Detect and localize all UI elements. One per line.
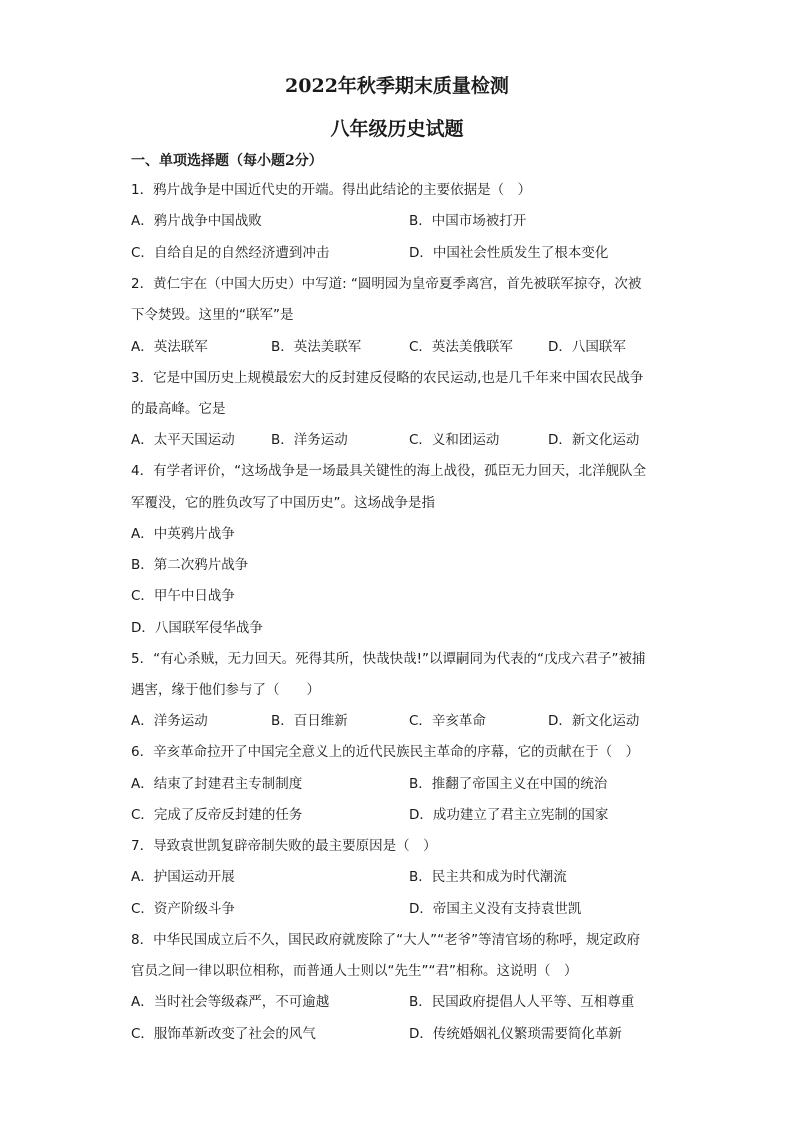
- question-2-option-d: D．八国联军: [548, 339, 626, 355]
- question-7-option-a: A．护国运动开展: [131, 869, 235, 885]
- question-3-option-d: D．新文化运动: [548, 432, 640, 448]
- exam-title: 2022年秋季期末质量检测: [285, 75, 509, 97]
- question-1-option-c: C．自给自足的自然经济遭到冲击: [131, 245, 330, 261]
- question-2-option-b: B．英法美联军: [271, 339, 362, 355]
- question-7-option-c: C．资产阶级斗争: [131, 901, 235, 917]
- question-3-option-a: A．太平天国运动: [131, 432, 235, 448]
- question-8-option-c: C．服饰革新改变了社会的风气: [131, 1026, 316, 1042]
- question-3-stem-line-1: 3．它是中国历史上规模最宏大的反封建反侵略的农民运动,也是几千年来中国农民战争: [131, 370, 644, 386]
- question-3-stem-line-2: 的最高峰。它是: [131, 401, 226, 417]
- question-4-option-a: A．中英鸦片战争: [131, 526, 235, 542]
- question-5-option-a: A．洋务运动: [131, 713, 208, 729]
- question-4-stem-line-1: 4．有学者评价，“这场战争是一场最具关键性的海上战役，孤臣无力回天，北洋舰队全: [131, 463, 647, 479]
- question-8-stem-line-2: 官员之间一律以职位相称，而普通人士则以“先生”“君”相称。这说明（ ）: [131, 963, 578, 979]
- question-5-option-d: D．新文化运动: [548, 713, 640, 729]
- question-8-option-b: B．民国政府提倡人人平等、互相尊重: [409, 994, 635, 1010]
- question-3-option-c: C．义和团运动: [409, 432, 500, 448]
- question-6-option-b: B．推翻了帝国主义在中国的统治: [409, 776, 608, 792]
- question-4-option-c: C．甲午中日战争: [131, 588, 235, 604]
- question-5-option-c: C．辛亥革命: [409, 713, 486, 729]
- question-6-option-a: A．结束了封建君主专制制度: [131, 776, 303, 792]
- question-7-option-b: B．民主共和成为时代潮流: [409, 869, 567, 885]
- section-heading: 一、单项选择题（每小题2分）: [131, 153, 323, 169]
- question-1-option-d: D．中国社会性质发生了根本变化: [409, 245, 609, 261]
- question-6-option-c: C．完成了反帝反封建的任务: [131, 807, 303, 823]
- question-4-option-d: D．八国联军侵华战争: [131, 620, 263, 636]
- question-5-stem-line-2: 遇害，缘于他们参与了（ ）: [131, 682, 320, 698]
- question-5-stem-line-1: 5．“有心杀贼，无力回天。死得其所，快哉快哉!”以谭嗣同为代表的“戊戌六君子”被捕: [131, 651, 646, 667]
- question-4-option-b: B．第二次鸦片战争: [131, 557, 249, 573]
- question-5-option-b: B．百日维新: [271, 713, 348, 729]
- question-8-stem-line-1: 8．中华民国成立后不久，国民政府就废除了“大人”“老爷”等清官场的称呼，规定政府: [131, 932, 641, 948]
- question-8-option-a: A．当时社会等级森严，不可逾越: [131, 994, 330, 1010]
- question-2-option-a: A．英法联军: [131, 339, 208, 355]
- question-3-option-b: B．洋务运动: [271, 432, 348, 448]
- question-1-stem: 1．鸦片战争是中国近代史的开端。得出此结论的主要依据是（ ）: [131, 182, 532, 198]
- question-4-stem-line-2: 军覆没，它的胜负改写了中国历史”。这场战争是指: [131, 495, 435, 511]
- question-7-option-d: D．帝国主义没有支持袁世凯: [409, 901, 582, 917]
- question-1-option-a: A．鸦片战争中国战败: [131, 213, 262, 229]
- question-6-option-d: D．成功建立了君主立宪制的国家: [409, 807, 609, 823]
- question-2-stem-line-2: 下令焚毁。这里的“联军”是: [131, 307, 294, 323]
- question-7-stem: 7．导致袁世凯复辟帝制失败的最主要原因是（ ）: [131, 838, 437, 854]
- question-8-option-d: D．传统婚姻礼仪繁琐需要简化革新: [409, 1026, 622, 1042]
- question-2-option-c: C．英法美俄联军: [409, 339, 513, 355]
- question-1-option-b: B．中国市场被打开: [409, 213, 527, 229]
- question-2-stem-line-1: 2．黄仁宇在（中国大历史）中写道: “圆明园为皇帝夏季离宫，首先被联军掠夺，次被: [131, 276, 642, 292]
- question-6-stem: 6．辛亥革命拉开了中国完全意义上的近代民族民主革命的序幕，它的贡献在于（ ）: [131, 744, 640, 760]
- exam-subtitle: 八年级历史试题: [330, 118, 464, 140]
